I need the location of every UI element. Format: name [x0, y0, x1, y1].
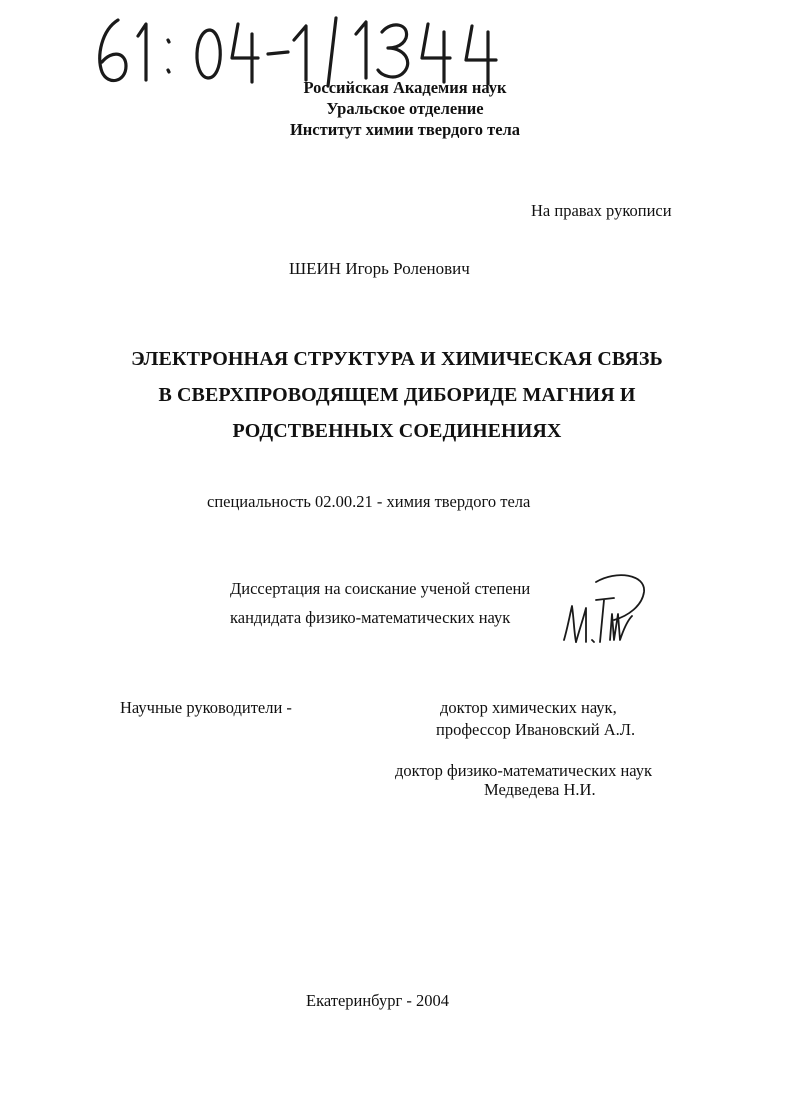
city-year-footer: Екатеринбург - 2004 — [306, 991, 449, 1010]
specialty-line: специальность 02.00.21 - химия твердого тела — [207, 492, 531, 511]
title-line: ЭЛЕКТРОННАЯ СТРУКТУРА И ХИМИЧЕСКАЯ СВЯЗЬ — [131, 348, 663, 370]
organization-block — [0, 77, 794, 140]
supervisors-label: Научные руководители - — [120, 698, 292, 717]
supervisor-1-degree: доктор химических наук, — [440, 698, 617, 717]
academy-name: Российская Академия наук — [303, 78, 507, 97]
institute-name: Институт химии твердого тела — [289, 120, 521, 139]
dissertation-title — [0, 341, 794, 449]
title-line: РОДСТВЕННЫХ СОЕДИНЕНИЯХ — [232, 420, 562, 442]
supervisor-2-degree: доктор физико-математических наук — [395, 761, 653, 780]
rights-note: На правах рукописи — [531, 201, 672, 220]
dissertation-degree-line1: Диссертация на соискание ученой степени — [230, 579, 531, 598]
supervisor-2-name: Медведева Н.И. — [484, 780, 596, 799]
title-line: В СВЕРХПРОВОДЯЩЕМ ДИБОРИДЕ МАГНИЯ И — [158, 384, 636, 406]
author-signature — [556, 570, 656, 652]
supervisor-1-name: профессор Ивановский А.Л. — [436, 720, 636, 739]
branch-name: Уральское отделение — [326, 99, 484, 118]
dissertation-degree-line2: кандидата физико-математических наук — [230, 608, 511, 627]
author-name: ШЕИН Игорь Роленович — [289, 259, 470, 278]
